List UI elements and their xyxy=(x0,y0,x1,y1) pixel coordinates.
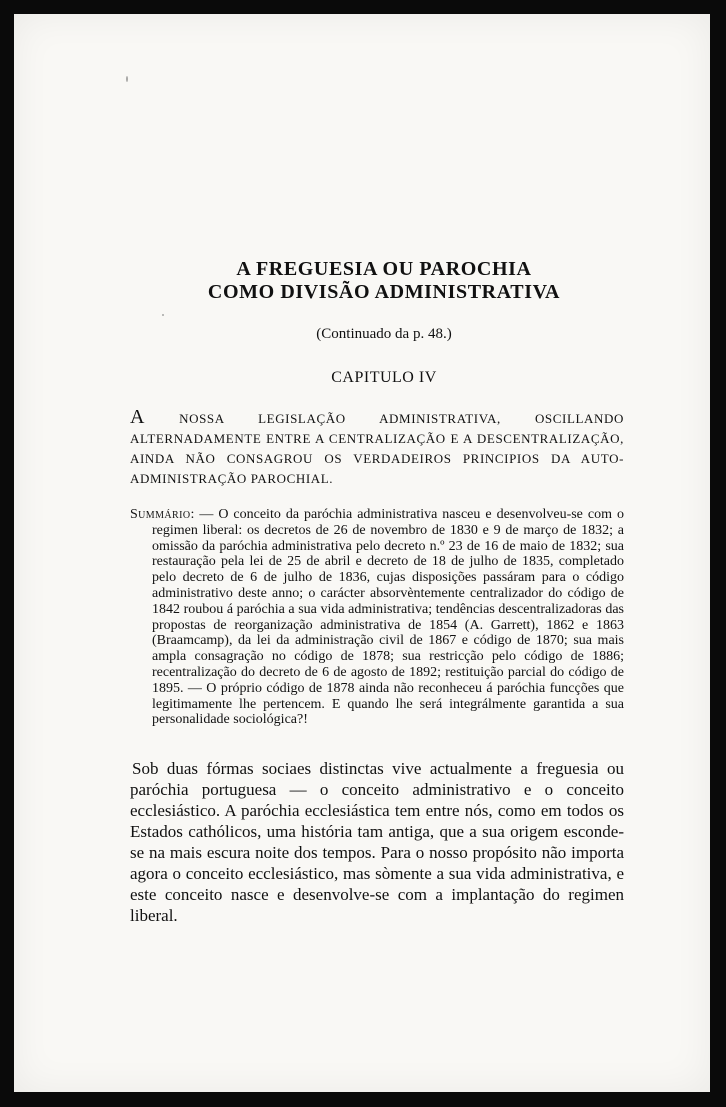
title-line-2: COMO DIVISÃO ADMINISTRATIVA xyxy=(207,281,561,303)
title-line-1: A FREGUESIA OU PAROCHIA xyxy=(236,258,532,280)
chapter-heading xyxy=(130,407,624,489)
chapter-title: CAPITULO IV xyxy=(331,369,437,386)
summary-label: Summário xyxy=(130,507,191,522)
chapter-heading-initial: A xyxy=(130,406,146,428)
body-paragraph: Sob duas fórmas sociaes distinctas vive actualmente a freguesia ou paróchia portuguesa — o conceito administrativo e o conceito ecclesiástico. A paróchia ecclesiástica tem entre nós, como em todos os Estados cathólicos, uma história tam antiga, que a sua origem esconde-se na mais escura noite dos tempos. Para o nosso propósito não importa agora o conceito ecclesiástico, mas sòmente a sua vida administrativa, e este conceito nasce e desenvolve-se com a implantação do regimen liberal. xyxy=(130,759,624,926)
book-page xyxy=(14,14,710,1092)
continued-note: (Continuado da p. 48.) xyxy=(316,326,452,342)
page-content xyxy=(130,244,624,926)
article-title xyxy=(144,258,624,304)
summary-text: : — O conceito da paróchia administrativa nasceu e desenvolveu-se com o regimen liberal: os decretos de 26 de novembro de 1830 e 9 de março de 1832; a omissão da paróchia administrativa pelo decreto n.º 23 de 16 de maio de 1832; sua restauração pela lei de 25 de abril e decreto de 18 de julho de 1835, completado pelo decreto de 6 de julho de 1836, cujas disposições passáram para o código administrativo deste anno; o carácter absorvèntemente centralizador do código de 1842 roubou á paróchia a sua vida administrativa; tendências descentralizadoras das propostas de reorganização administrativa de 1854 (A. Garrett), 1862 e 1863 (Braamcamp), da lei da administração civil de 1867 e código de 1870; sua mais ampla consagração no código de 1878; sua restricção pelo código de 1886; recentralização do decreto de 6 de agosto de 1892; restituição parcial do código de 1895. — O próprio código de 1878 ainda não reconheceu á paróchia funcções que legitimamente lhe pertencem. E quando lhe será integrálmente garantida a sua personalidade sociológica?! xyxy=(152,507,624,728)
paper-speck xyxy=(126,76,128,82)
summary-block xyxy=(130,507,624,728)
summary-paragraph xyxy=(130,507,624,728)
chapter-heading-text: NOSSA LEGISLAÇÃO ADMINISTRATIVA, OSCILLANDO ALTERNADAMENTE ENTRE A CENTRALIZAÇÃO E A DESCENTRALIZAÇÃO, AINDA NÃO CONSAGROU OS VERDADEIROS PRINCIPIOS DA AUTO-ADMINISTRAÇÃO PAROCHIAL. xyxy=(130,411,624,486)
